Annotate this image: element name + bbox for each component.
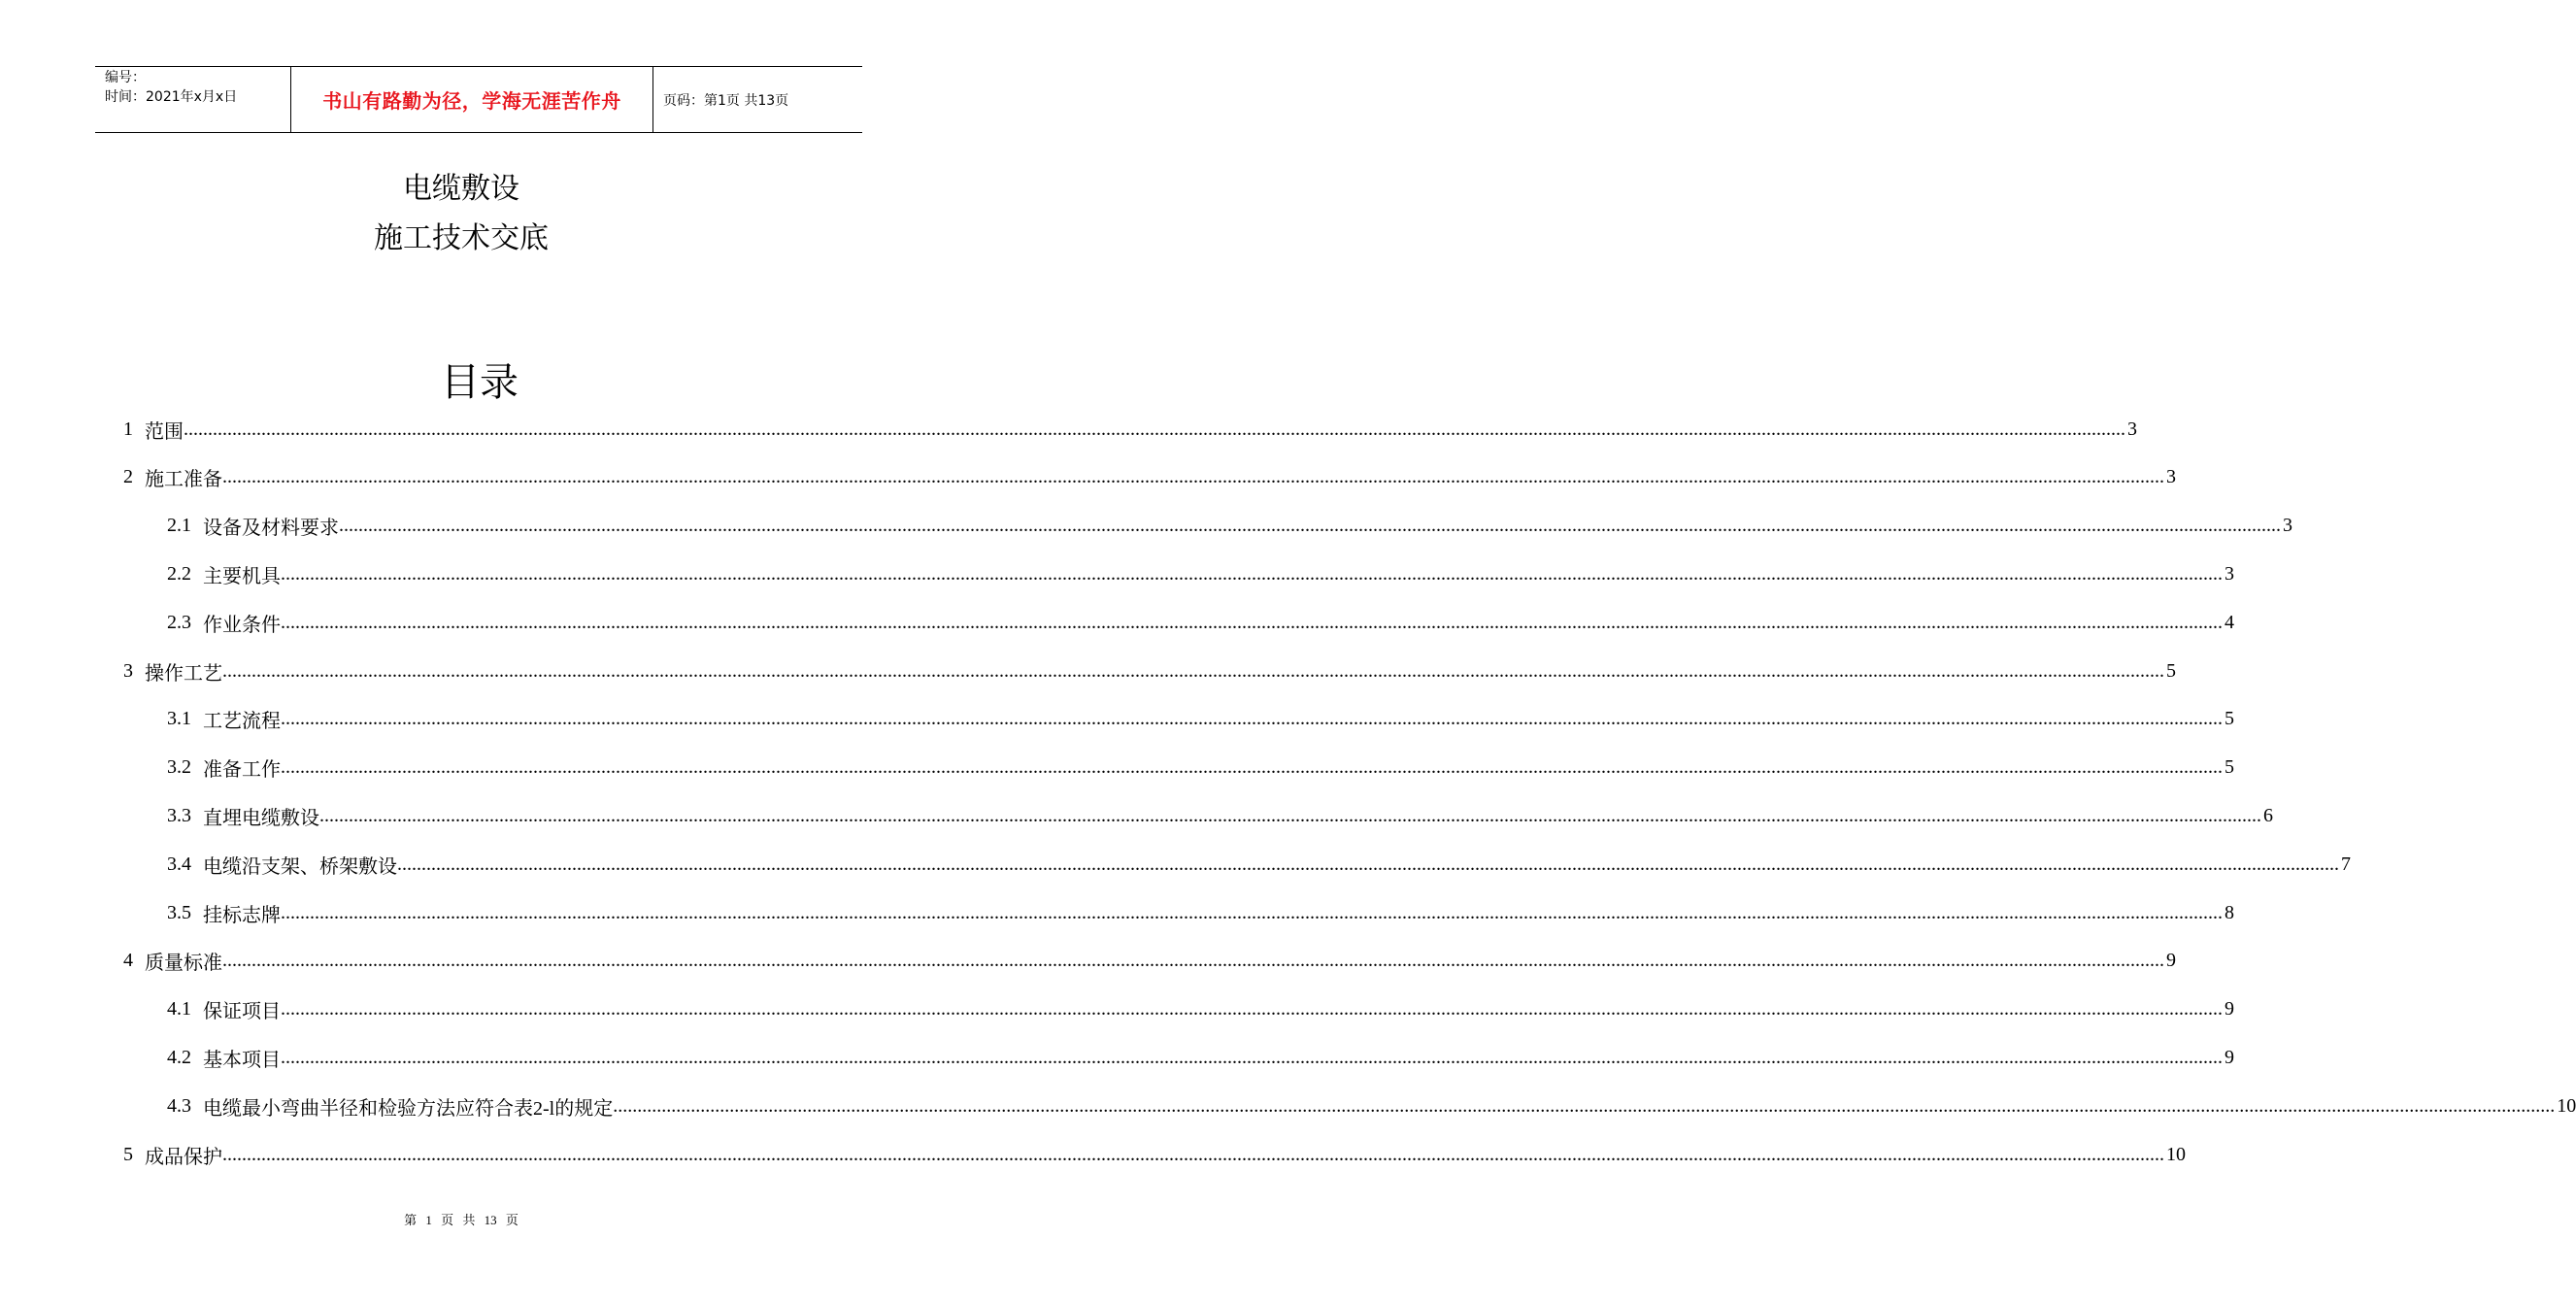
- toc-entry-page: 10: [2166, 1143, 2186, 1165]
- toc-entry-number: 2.3: [167, 611, 191, 633]
- toc-entry-title: 保证项目: [203, 1001, 281, 1023]
- toc-dot-leader: ................................................................................................................................................................................................................................................................................................................................................................................................................: [339, 515, 2281, 537]
- toc-entry-number: 2: [123, 466, 133, 488]
- page-info: 页码：第1页 共13页: [663, 92, 789, 109]
- toc-dot-leader: ................................................................................................................................................................................................................................................................................................................................................................................................................: [281, 562, 2223, 585]
- toc-dot-leader: ................................................................................................................................................................................................................................................................................................................................................................................................................: [222, 659, 2164, 682]
- toc-entry-title: 成品保护: [145, 1146, 222, 1168]
- toc-entry[interactable]: [167, 799, 2273, 832]
- document-title-line2: 施工技术交底: [374, 221, 549, 255]
- toc-entry[interactable]: [167, 752, 2234, 785]
- toc-entry-number: 2.2: [167, 562, 191, 585]
- toc-entry-number: 2.1: [167, 515, 191, 537]
- header-meta-cell: [95, 67, 291, 132]
- toc-dot-leader: ................................................................................................................................................................................................................................................................................................................................................................................................................: [613, 1094, 2556, 1117]
- toc-dot-leader: ................................................................................................................................................................................................................................................................................................................................................................................................................: [281, 901, 2223, 923]
- header-motto-cell: [291, 67, 653, 132]
- header-page-cell: [653, 67, 862, 132]
- toc-entry-title: 主要机具: [203, 565, 281, 587]
- toc-entry-number: 3.2: [167, 756, 191, 779]
- toc-entry-number: 4.3: [167, 1094, 191, 1117]
- motto-text: 书山有路勤为径，学海无涯苦作舟: [322, 89, 621, 113]
- toc-entry[interactable]: [123, 1138, 2186, 1171]
- toc-entry[interactable]: [123, 654, 2176, 687]
- toc-entry-title: 电缆沿支架、桥架敷设: [203, 855, 397, 878]
- toc-entry-number: 3.3: [167, 804, 191, 826]
- toc-dot-leader: ................................................................................................................................................................................................................................................................................................................................................................................................................: [397, 853, 2339, 875]
- page-footer: 第 1 页 共 13 页: [404, 1213, 519, 1227]
- toc-entry-page: 8: [2225, 901, 2234, 923]
- toc-entry-title: 作业条件: [203, 614, 281, 636]
- toc-entry-page: 9: [2225, 998, 2234, 1021]
- toc-entry-title: 电缆最小弯曲半径和检验方法应符合表2-l的规定: [203, 1097, 614, 1120]
- toc-dot-leader: ................................................................................................................................................................................................................................................................................................................................................................................................................: [281, 708, 2223, 730]
- toc-entry-number: 3.4: [167, 853, 191, 875]
- toc-entry-title: 挂标志牌: [203, 904, 281, 926]
- toc-entry-page: 3: [2166, 466, 2176, 488]
- toc-dot-leader: ................................................................................................................................................................................................................................................................................................................................................................................................................: [281, 998, 2223, 1021]
- toc-entry-title: 质量标准: [145, 953, 222, 975]
- toc-dot-leader: ................................................................................................................................................................................................................................................................................................................................................................................................................: [281, 611, 2223, 633]
- toc-entry-page: 5: [2166, 659, 2176, 682]
- toc-entry-page: 10: [2557, 1094, 2576, 1117]
- toc-entry[interactable]: [123, 461, 2176, 494]
- toc-entry-page: 7: [2341, 853, 2351, 875]
- toc-entry-page: 3: [2283, 515, 2292, 537]
- toc-entry[interactable]: [167, 1089, 2576, 1122]
- toc-dot-leader: ................................................................................................................................................................................................................................................................................................................................................................................................................: [222, 1143, 2164, 1165]
- toc-entry-page: 9: [2166, 950, 2176, 972]
- toc-heading: 目录: [441, 360, 519, 405]
- toc-entry-page: 6: [2263, 804, 2273, 826]
- toc-dot-leader: ................................................................................................................................................................................................................................................................................................................................................................................................................: [222, 466, 2164, 488]
- toc-entry[interactable]: [123, 413, 2137, 446]
- toc-entry-page: 5: [2225, 756, 2234, 779]
- toc-dot-leader: ................................................................................................................................................................................................................................................................................................................................................................................................................: [281, 1046, 2223, 1068]
- toc-entry-page: 4: [2225, 611, 2234, 633]
- toc-entry-title: 操作工艺: [145, 662, 222, 685]
- document-title-line1: 电缆敷设: [403, 172, 519, 206]
- time-label: 时间：2021年x月x日: [105, 89, 238, 105]
- toc-entry-page: 5: [2225, 708, 2234, 730]
- toc-entry[interactable]: [167, 1041, 2234, 1074]
- toc-entry-number: 3: [123, 659, 133, 682]
- toc-entry[interactable]: [167, 993, 2234, 1026]
- toc-entry[interactable]: [167, 606, 2234, 639]
- page-header: [95, 66, 862, 133]
- toc-entry-title: 直埋电缆敷设: [203, 807, 319, 829]
- toc-entry-number: 4.2: [167, 1046, 191, 1068]
- toc-dot-leader: ................................................................................................................................................................................................................................................................................................................................................................................................................: [184, 418, 2125, 440]
- toc-entry[interactable]: [167, 557, 2234, 590]
- toc-entry-page: 3: [2127, 418, 2137, 440]
- toc-entry-title: 准备工作: [203, 759, 281, 782]
- toc-dot-leader: ................................................................................................................................................................................................................................................................................................................................................................................................................: [222, 950, 2164, 972]
- toc-entry[interactable]: [167, 848, 2351, 881]
- number-label: 编号：: [105, 70, 146, 85]
- toc-entry-number: 1: [123, 418, 133, 440]
- toc-dot-leader: ................................................................................................................................................................................................................................................................................................................................................................................................................: [319, 804, 2261, 826]
- toc-entry-number: 4.1: [167, 998, 191, 1021]
- toc-entry-title: 基本项目: [203, 1049, 281, 1071]
- toc-entry-title: 范围: [145, 420, 184, 443]
- toc-entry-number: 5: [123, 1143, 133, 1165]
- toc-entry-number: 3.5: [167, 901, 191, 923]
- toc-entry-title: 工艺流程: [203, 711, 281, 733]
- toc-entry-title: 设备及材料要求: [203, 518, 339, 540]
- toc-entry-number: 4: [123, 950, 133, 972]
- toc-entry-title: 施工准备: [145, 469, 222, 491]
- toc-entry[interactable]: [123, 945, 2176, 978]
- toc-entry[interactable]: [167, 703, 2234, 736]
- toc-entry[interactable]: [167, 896, 2234, 929]
- toc-entry-page: 3: [2225, 562, 2234, 585]
- toc-dot-leader: ................................................................................................................................................................................................................................................................................................................................................................................................................: [281, 756, 2223, 779]
- toc-entry[interactable]: [167, 510, 2292, 543]
- toc-entry-page: 9: [2225, 1046, 2234, 1068]
- toc-entry-number: 3.1: [167, 708, 191, 730]
